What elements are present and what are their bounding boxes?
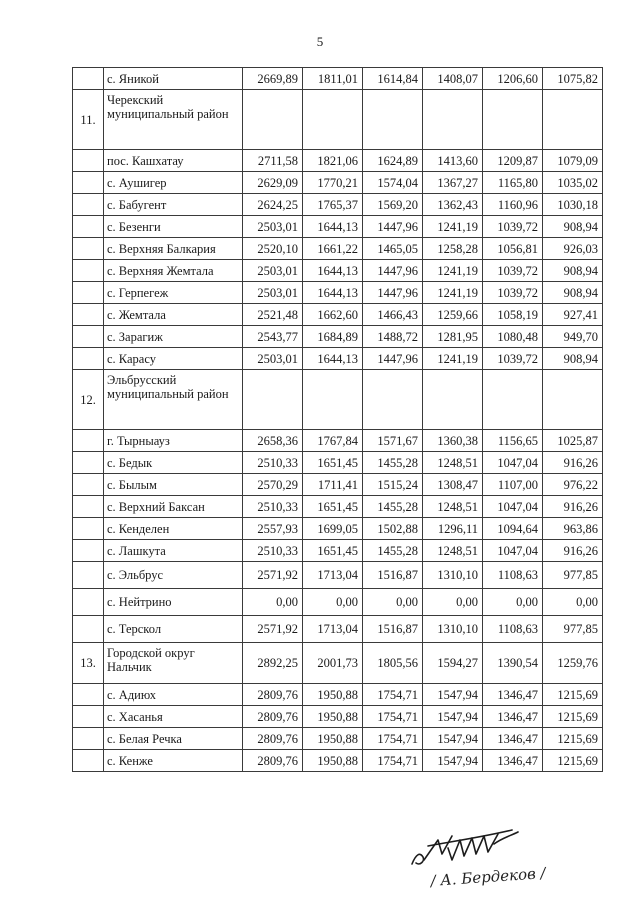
value-cell: 1241,19	[423, 348, 483, 370]
value-cell: 1547,94	[423, 684, 483, 706]
table-row	[73, 684, 603, 706]
value-cell: 1455,28	[363, 452, 423, 474]
value-cell: 1035,02	[543, 172, 603, 194]
value-cell: 1515,24	[363, 474, 423, 496]
value-cell	[483, 370, 543, 430]
value-cell: 1767,84	[303, 430, 363, 452]
value-cell: 1413,60	[423, 150, 483, 172]
value-cell: 2571,92	[243, 616, 303, 643]
value-cell: 1259,76	[543, 643, 603, 684]
row-number: 13.	[73, 643, 104, 684]
value-cell: 976,22	[543, 474, 603, 496]
value-cell: 1047,04	[483, 452, 543, 474]
row-number	[73, 150, 104, 172]
value-cell: 1094,64	[483, 518, 543, 540]
value-cell: 1259,66	[423, 304, 483, 326]
value-cell: 1241,19	[423, 216, 483, 238]
settlement-name: с. Бедык	[104, 452, 243, 474]
value-cell: 1346,47	[483, 706, 543, 728]
value-cell: 1367,27	[423, 172, 483, 194]
value-cell: 2892,25	[243, 643, 303, 684]
value-cell: 1644,13	[303, 216, 363, 238]
value-cell: 1080,48	[483, 326, 543, 348]
table-row	[73, 150, 603, 172]
value-cell: 2809,76	[243, 706, 303, 728]
table-row	[73, 172, 603, 194]
row-number	[73, 216, 104, 238]
value-cell: 1684,89	[303, 326, 363, 348]
value-cell: 1310,10	[423, 616, 483, 643]
table-row	[73, 706, 603, 728]
value-cell: 977,85	[543, 562, 603, 589]
value-cell: 908,94	[543, 282, 603, 304]
value-cell: 2503,01	[243, 216, 303, 238]
value-cell: 1811,01	[303, 68, 363, 90]
row-number	[73, 496, 104, 518]
value-cell: 1614,84	[363, 68, 423, 90]
value-cell: 2571,92	[243, 562, 303, 589]
row-number	[73, 474, 104, 496]
value-cell: 916,26	[543, 452, 603, 474]
value-cell: 1156,65	[483, 430, 543, 452]
value-cell	[303, 370, 363, 430]
row-number	[73, 728, 104, 750]
value-cell: 2669,89	[243, 68, 303, 90]
value-cell: 0,00	[423, 589, 483, 616]
table-row	[73, 518, 603, 540]
settlement-name: с. Зарагиж	[104, 326, 243, 348]
value-cell: 1547,94	[423, 706, 483, 728]
settlement-name: с. Нейтрино	[104, 589, 243, 616]
settlement-name: с. Верхняя Балкария	[104, 238, 243, 260]
value-cell: 1390,54	[483, 643, 543, 684]
table-row	[73, 348, 603, 370]
settlement-name: с. Кенделен	[104, 518, 243, 540]
table-row	[73, 326, 603, 348]
table-row	[73, 304, 603, 326]
value-cell: 1455,28	[363, 496, 423, 518]
settlement-name: г. Тырныауз	[104, 430, 243, 452]
value-cell: 1047,04	[483, 540, 543, 562]
value-cell: 1547,94	[423, 750, 483, 772]
row-number	[73, 750, 104, 772]
value-cell: 1651,45	[303, 496, 363, 518]
settlement-name: с. Верхний Баксан	[104, 496, 243, 518]
settlement-name: с. Яникой	[104, 68, 243, 90]
value-cell: 1571,67	[363, 430, 423, 452]
value-cell: 1488,72	[363, 326, 423, 348]
value-cell: 1215,69	[543, 684, 603, 706]
table-row	[73, 452, 603, 474]
value-cell: 1624,89	[363, 150, 423, 172]
value-cell: 2809,76	[243, 750, 303, 772]
value-cell: 1447,96	[363, 260, 423, 282]
value-cell: 1296,11	[423, 518, 483, 540]
district-name: Черекский муниципальный район	[104, 90, 243, 150]
row-number	[73, 260, 104, 282]
value-cell: 2510,33	[243, 496, 303, 518]
row-number	[73, 68, 104, 90]
value-cell: 926,03	[543, 238, 603, 260]
settlement-name: с. Бабугент	[104, 194, 243, 216]
value-cell: 1039,72	[483, 282, 543, 304]
value-cell: 963,86	[543, 518, 603, 540]
value-cell: 1209,87	[483, 150, 543, 172]
value-cell: 1754,71	[363, 728, 423, 750]
value-cell: 1039,72	[483, 216, 543, 238]
value-cell: 1644,13	[303, 260, 363, 282]
value-cell: 2503,01	[243, 260, 303, 282]
row-number: 12.	[73, 370, 104, 430]
value-cell: 1516,87	[363, 562, 423, 589]
value-cell: 1711,41	[303, 474, 363, 496]
settlement-name: с. Кенже	[104, 750, 243, 772]
table-row	[73, 589, 603, 616]
table-row	[73, 750, 603, 772]
value-cell: 908,94	[543, 260, 603, 282]
table-row	[73, 194, 603, 216]
table-row	[73, 643, 603, 684]
value-cell: 1215,69	[543, 750, 603, 772]
row-number	[73, 238, 104, 260]
value-cell: 1547,94	[423, 728, 483, 750]
value-cell: 908,94	[543, 348, 603, 370]
value-cell: 1770,21	[303, 172, 363, 194]
value-cell	[363, 90, 423, 150]
value-cell: 1644,13	[303, 282, 363, 304]
value-cell: 2570,29	[243, 474, 303, 496]
value-cell: 1447,96	[363, 348, 423, 370]
settlement-name: пос. Кашхатау	[104, 150, 243, 172]
value-cell: 1465,05	[363, 238, 423, 260]
table-row	[73, 282, 603, 304]
value-cell: 1594,27	[423, 643, 483, 684]
settlement-name: с. Жемтала	[104, 304, 243, 326]
value-cell: 1754,71	[363, 684, 423, 706]
value-cell: 1030,18	[543, 194, 603, 216]
value-cell: 1039,72	[483, 260, 543, 282]
settlement-name: с. Былым	[104, 474, 243, 496]
value-cell: 0,00	[363, 589, 423, 616]
table-row	[73, 616, 603, 643]
value-cell: 1447,96	[363, 282, 423, 304]
value-cell	[423, 370, 483, 430]
table-row	[73, 562, 603, 589]
value-cell: 2658,36	[243, 430, 303, 452]
value-cell: 1569,20	[363, 194, 423, 216]
value-cell: 1039,72	[483, 348, 543, 370]
row-number	[73, 304, 104, 326]
value-cell: 949,70	[543, 326, 603, 348]
row-number	[73, 589, 104, 616]
settlement-name: с. Герпегеж	[104, 282, 243, 304]
settlement-name: с. Безенги	[104, 216, 243, 238]
value-cell: 908,94	[543, 216, 603, 238]
value-cell: 0,00	[543, 589, 603, 616]
value-cell: 1466,43	[363, 304, 423, 326]
row-number	[73, 684, 104, 706]
value-cell: 1362,43	[423, 194, 483, 216]
value-cell: 1025,87	[543, 430, 603, 452]
value-cell: 1455,28	[363, 540, 423, 562]
value-cell: 0,00	[303, 589, 363, 616]
value-cell: 1308,47	[423, 474, 483, 496]
value-cell: 0,00	[243, 589, 303, 616]
value-cell	[543, 370, 603, 430]
value-cell: 1754,71	[363, 706, 423, 728]
value-cell	[243, 370, 303, 430]
settlement-name: с. Лашкута	[104, 540, 243, 562]
value-cell: 1160,96	[483, 194, 543, 216]
value-cell: 0,00	[483, 589, 543, 616]
row-number	[73, 282, 104, 304]
value-cell: 1805,56	[363, 643, 423, 684]
section-header-row	[73, 90, 603, 150]
value-cell	[303, 90, 363, 150]
table-row	[73, 540, 603, 562]
value-cell: 2809,76	[243, 684, 303, 706]
table-row	[73, 496, 603, 518]
value-cell: 1079,09	[543, 150, 603, 172]
value-cell: 1206,60	[483, 68, 543, 90]
settlement-name: с. Карасу	[104, 348, 243, 370]
value-cell: 1248,51	[423, 496, 483, 518]
row-number	[73, 194, 104, 216]
value-cell: 2711,58	[243, 150, 303, 172]
value-cell: 2503,01	[243, 282, 303, 304]
value-cell: 2521,48	[243, 304, 303, 326]
value-cell: 2543,77	[243, 326, 303, 348]
value-cell: 2557,93	[243, 518, 303, 540]
row-number	[73, 706, 104, 728]
value-cell: 2809,76	[243, 728, 303, 750]
table-row	[73, 238, 603, 260]
value-cell: 1346,47	[483, 750, 543, 772]
settlement-name: с. Эльбрус	[104, 562, 243, 589]
value-cell: 1215,69	[543, 706, 603, 728]
value-cell: 1215,69	[543, 728, 603, 750]
value-cell: 1241,19	[423, 260, 483, 282]
value-cell: 1754,71	[363, 750, 423, 772]
value-cell: 1699,05	[303, 518, 363, 540]
value-cell: 1258,28	[423, 238, 483, 260]
value-cell	[543, 90, 603, 150]
page-number: 5	[316, 34, 324, 49]
settlement-name: с. Хасанья	[104, 706, 243, 728]
value-cell: 1651,45	[303, 540, 363, 562]
value-cell: 1574,04	[363, 172, 423, 194]
table-row	[73, 430, 603, 452]
value-cell: 1662,60	[303, 304, 363, 326]
value-cell: 1651,45	[303, 452, 363, 474]
value-cell: 1360,38	[423, 430, 483, 452]
value-cell: 1821,06	[303, 150, 363, 172]
value-cell: 1408,07	[423, 68, 483, 90]
value-cell: 1241,19	[423, 282, 483, 304]
settlement-name: с. Аушигер	[104, 172, 243, 194]
value-cell: 1765,37	[303, 194, 363, 216]
value-cell: 916,26	[543, 540, 603, 562]
value-cell: 1075,82	[543, 68, 603, 90]
row-number	[73, 540, 104, 562]
settlement-name: с. Терскол	[104, 616, 243, 643]
settlement-name: с. Адиюх	[104, 684, 243, 706]
value-cell: 1950,88	[303, 684, 363, 706]
table-row	[73, 474, 603, 496]
value-cell	[423, 90, 483, 150]
table-row	[73, 260, 603, 282]
value-cell: 916,26	[543, 496, 603, 518]
value-cell: 1950,88	[303, 728, 363, 750]
value-cell: 1516,87	[363, 616, 423, 643]
row-number	[73, 348, 104, 370]
value-cell: 1346,47	[483, 728, 543, 750]
value-cell: 2503,01	[243, 348, 303, 370]
value-cell: 1950,88	[303, 706, 363, 728]
value-cell: 1058,19	[483, 304, 543, 326]
value-cell	[483, 90, 543, 150]
price-table	[72, 67, 603, 772]
value-cell: 1310,10	[423, 562, 483, 589]
value-cell: 2001,73	[303, 643, 363, 684]
value-cell: 1281,95	[423, 326, 483, 348]
row-number	[73, 518, 104, 540]
value-cell: 1713,04	[303, 616, 363, 643]
value-cell: 2624,25	[243, 194, 303, 216]
row-number	[73, 452, 104, 474]
table-row	[73, 216, 603, 238]
value-cell: 1346,47	[483, 684, 543, 706]
table-row	[73, 68, 603, 90]
value-cell: 927,41	[543, 304, 603, 326]
value-cell: 1713,04	[303, 562, 363, 589]
value-cell: 977,85	[543, 616, 603, 643]
value-cell: 1107,00	[483, 474, 543, 496]
value-cell: 2510,33	[243, 540, 303, 562]
value-cell: 1108,63	[483, 562, 543, 589]
signatory-name: / А. Бердеков /	[430, 863, 547, 890]
value-cell: 1644,13	[303, 348, 363, 370]
row-number: 11.	[73, 90, 104, 150]
value-cell: 2629,09	[243, 172, 303, 194]
value-cell: 1047,04	[483, 496, 543, 518]
row-number	[73, 616, 104, 643]
row-number	[73, 562, 104, 589]
value-cell: 1165,80	[483, 172, 543, 194]
settlement-name: с. Верхняя Жемтала	[104, 260, 243, 282]
table-row	[73, 728, 603, 750]
section-header-row	[73, 370, 603, 430]
value-cell	[363, 370, 423, 430]
row-number	[73, 430, 104, 452]
value-cell: 2520,10	[243, 238, 303, 260]
district-name: Эльбрусский муниципальный район	[104, 370, 243, 430]
row-number	[73, 172, 104, 194]
value-cell: 1056,81	[483, 238, 543, 260]
settlement-name: с. Белая Речка	[104, 728, 243, 750]
value-cell: 1502,88	[363, 518, 423, 540]
value-cell: 1950,88	[303, 750, 363, 772]
value-cell: 1248,51	[423, 452, 483, 474]
value-cell: 1108,63	[483, 616, 543, 643]
row-number	[73, 326, 104, 348]
value-cell: 1661,22	[303, 238, 363, 260]
value-cell: 1248,51	[423, 540, 483, 562]
value-cell: 2510,33	[243, 452, 303, 474]
value-cell	[243, 90, 303, 150]
value-cell: 1447,96	[363, 216, 423, 238]
settlement-name: Городской округ Нальчик	[104, 643, 243, 684]
